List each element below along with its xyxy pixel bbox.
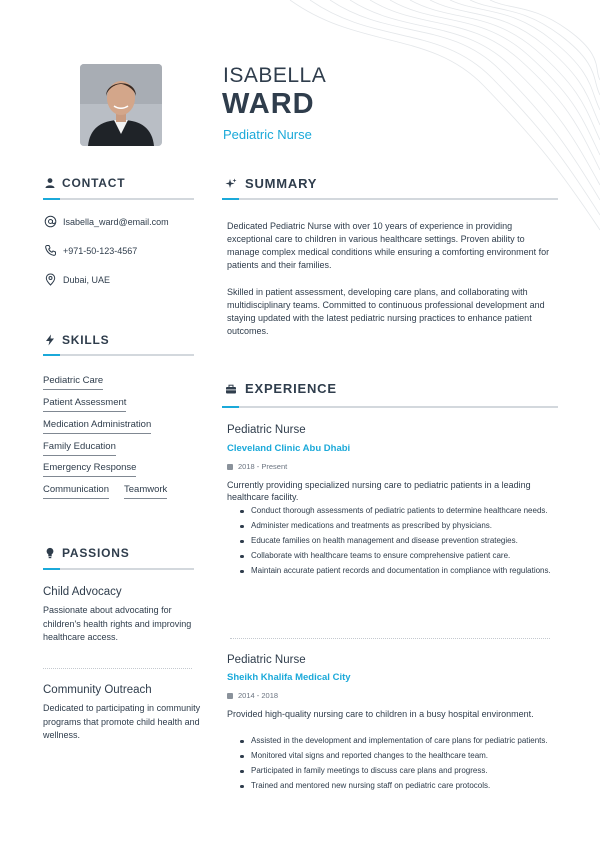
job-dates-label: 2018 - Present (238, 462, 288, 471)
job-dates (227, 691, 278, 700)
summary-heading-label: SUMMARY (245, 176, 318, 191)
bolt-icon (44, 334, 56, 346)
skill-item: Teamwork (124, 484, 167, 499)
last-name: WARD (222, 88, 315, 120)
contact-location-row (44, 273, 110, 286)
experience-heading-label: EXPERIENCE (245, 381, 337, 396)
passions-heading-label: PASSIONS (62, 546, 130, 560)
contact-email[interactable]: Isabella_ward@email.com (63, 216, 169, 227)
summary-rule (222, 198, 558, 200)
passion-title: Community Outreach (43, 684, 152, 696)
at-icon (44, 215, 57, 228)
skill-item: Communication (43, 484, 109, 499)
person-icon (44, 177, 56, 189)
contact-heading-label: CONTACT (62, 176, 126, 190)
job-bullet: Collaborate with healthcare teams to ensure comprehensive patient care. (240, 551, 555, 562)
job-role: Pediatric Nurse (227, 654, 306, 666)
job-bullet: Maintain accurate patient records and documentation in compliance with regulations. (240, 566, 555, 577)
passion-divider (43, 668, 192, 669)
skill-item: Emergency Response (43, 462, 136, 477)
contact-heading (44, 176, 125, 190)
skills-heading (44, 333, 109, 347)
job-company: Sheikh Khalifa Medical City (227, 672, 351, 683)
calendar-icon (227, 464, 233, 470)
passion-description: Passionate about advocating for children's health rights and improving healthcare access. (43, 605, 192, 642)
job-divider (230, 638, 550, 639)
contact-phone[interactable]: +971-50-123-4567 (63, 245, 138, 256)
job-description: Currently providing specialized nursing care to pediatric patients in a leading healthcare facility. (227, 480, 531, 502)
calendar-icon (227, 693, 233, 699)
skill-item: Pediatric Care (43, 375, 103, 390)
job-bullet: Conduct thorough assessments of pediatric patients to determine healthcare needs. (240, 506, 555, 517)
skill-item: Medication Administration (43, 419, 151, 434)
job-bullets (240, 506, 555, 581)
briefcase-icon (225, 383, 237, 395)
experience-heading (225, 381, 337, 396)
job-bullet: Trained and mentored new nursing staff on pediatric care protocols. (240, 781, 555, 792)
summary-heading (225, 176, 317, 191)
job-title: Pediatric Nurse (223, 127, 312, 142)
job-dates (227, 462, 287, 471)
location-pin-icon (44, 273, 57, 286)
contact-location: Dubai, UAE (63, 274, 111, 285)
sparkle-icon (225, 178, 237, 190)
job-bullets (240, 736, 555, 796)
skill-item: Family Education (43, 441, 116, 456)
job-dates-label: 2014 - 2018 (238, 691, 279, 700)
job-description: Provided high-quality nursing care to children in a busy hospital environment. (227, 709, 534, 719)
summary-paragraph: Skilled in patient assessment, developing care plans, and collaborating with multidisciplinary teams. Committed to continuous professional development and staying updated with the latest pediatric nursing practices to enhance patient outcomes. (227, 287, 545, 336)
skill-item: Patient Assessment (43, 397, 126, 412)
phone-icon (44, 244, 57, 257)
first-name: ISABELLA (223, 64, 327, 87)
summary-paragraph: Dedicated Pediatric Nurse with over 10 years of experience in providing exceptional care to children in various healthcare settings. Proven ability to manage complex medical conditions while ensuring a comforting environment for patients and their families. (227, 221, 550, 270)
passion-title: Child Advocacy (43, 586, 122, 598)
job-bullet: Assisted in the development and implementation of care plans for pediatric patients. (240, 736, 555, 747)
job-role: Pediatric Nurse (227, 424, 306, 436)
job-bullet: Administer medications and treatments as prescribed by physicians. (240, 521, 555, 532)
contact-email-row (44, 215, 169, 228)
passion-description: Dedicated to participating in community programs that promote child health and wellness. (43, 703, 201, 740)
job-bullet: Monitored vital signs and reported changes to the healthcare team. (240, 751, 555, 762)
passions-rule (43, 568, 194, 570)
lightbulb-icon (44, 547, 56, 559)
contact-rule (43, 198, 194, 200)
experience-rule (222, 406, 558, 408)
job-bullet: Educate families on health management and disease prevention strategies. (240, 536, 555, 547)
skills-heading-label: SKILLS (62, 333, 110, 347)
job-company: Cleveland Clinic Abu Dhabi (227, 443, 351, 454)
contact-phone-row (44, 244, 137, 257)
skills-rule (43, 354, 194, 356)
decorative-waves (270, 0, 600, 240)
job-bullet: Participated in family meetings to discuss care plans and progress. (240, 766, 555, 777)
passions-heading (44, 546, 130, 560)
profile-photo (80, 64, 162, 146)
